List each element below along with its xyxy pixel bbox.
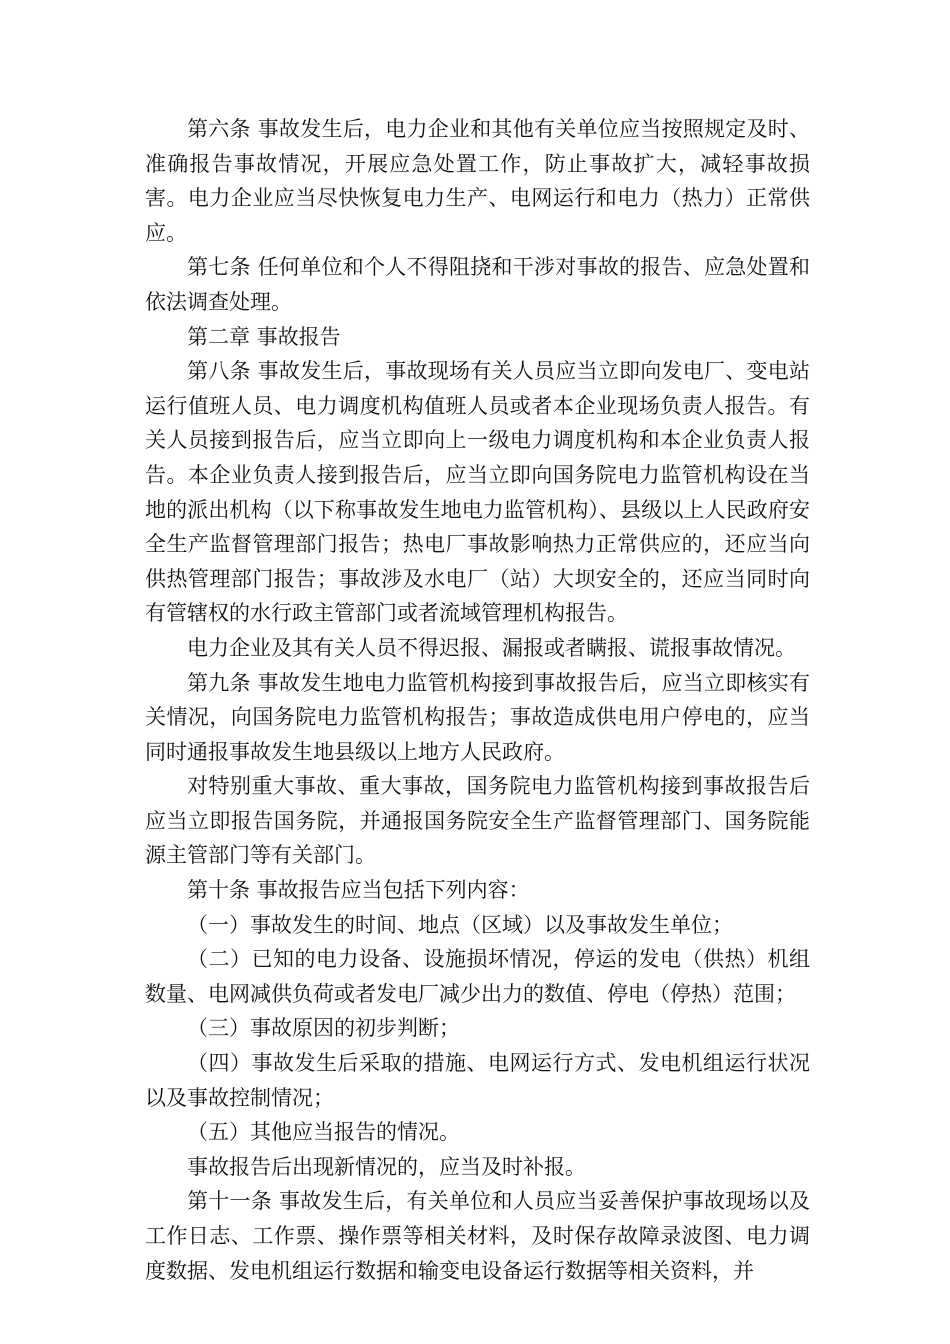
article-8-prohibition-paragraph: 电力企业及其有关人员不得迟报、漏报或者瞒报、谎报事故情况。 <box>187 635 796 660</box>
article-7-paragraph: 第七条 任何单位和个人不得阻挠和干涉对事故的报告、应急处置和依法调查处理。 <box>145 255 810 314</box>
article-8-paragraph: 第八条 事故发生后，事故现场有关人员应当立即向发电厂、变电站运行值班人员、电力调度机构值班人员或者本企业现场负责人报告。有关人员接到报告后，应当立即向上一级电力调度机构和本企业负责人报告。本企业负责人接到报告后，应当立即向国务院电力监管机构设在当地的派出机构（以下称事故发生地电力监管机构）、县级以上人民政府安全生产监督管理部门报告；热电厂事故影响热力正常供应的，还应当向供热管理部门报告；事故涉及水电厂（站）大坝安全的，还应当同时向有管辖权的水行政主管部门或者流域管理机构报告。 <box>145 359 810 626</box>
article-10-item-1: （一）事故发生的时间、地点（区域）以及事故发生单位； <box>187 912 733 937</box>
article-10-item-4: （四）事故发生后采取的措施、电网运行方式、发电机组运行状况以及事故控制情况； <box>145 1051 810 1110</box>
article-11-paragraph: 第十一条 事故发生后，有关单位和人员应当妥善保护事故现场以及工作日志、工作票、操作票等相关材料，及时保存故障录波图、电力调度数据、发电机组运行数据和输变电设备运行数据等相关资料，并 <box>145 1189 810 1283</box>
supplementary-report-paragraph: 事故报告后出现新情况的，应当及时补报。 <box>187 1154 586 1179</box>
chapter-2-heading: 第二章 事故报告 <box>187 324 341 349</box>
article-9-major-accident-paragraph: 对特别重大事故、重大事故，国务院电力监管机构接到事故报告后应当立即报告国务院，并通报国务院安全生产监督管理部门、国务院能源主管部门等有关部门。 <box>145 774 810 868</box>
article-9-paragraph: 第九条 事故发生地电力监管机构接到事故报告后，应当立即核实有关情况，向国务院电力监管机构报告；事故造成供电用户停电的，应当同时通报事故发生地县级以上地方人民政府。 <box>145 670 810 764</box>
article-10-item-3: （三）事故原因的初步判断； <box>187 1016 460 1041</box>
article-10-item-2: （二）已知的电力设备、设施损坏情况，停运的发电（供热）机组数量、电网减供负荷或者发电厂减少出力的数值、停电（停热）范围； <box>145 947 810 1006</box>
article-6-paragraph: 第六条 事故发生后，电力企业和其他有关单位应当按照规定及时、准确报告事故情况，开展应急处置工作，防止事故扩大，减轻事故损害。电力企业应当尽快恢复电力生产、电网运行和电力（热力）正常供应。 <box>145 117 810 245</box>
article-10-item-5: （五）其他应当报告的情况。 <box>187 1120 460 1145</box>
article-10-paragraph: 第十条 事故报告应当包括下列内容： <box>187 878 530 903</box>
